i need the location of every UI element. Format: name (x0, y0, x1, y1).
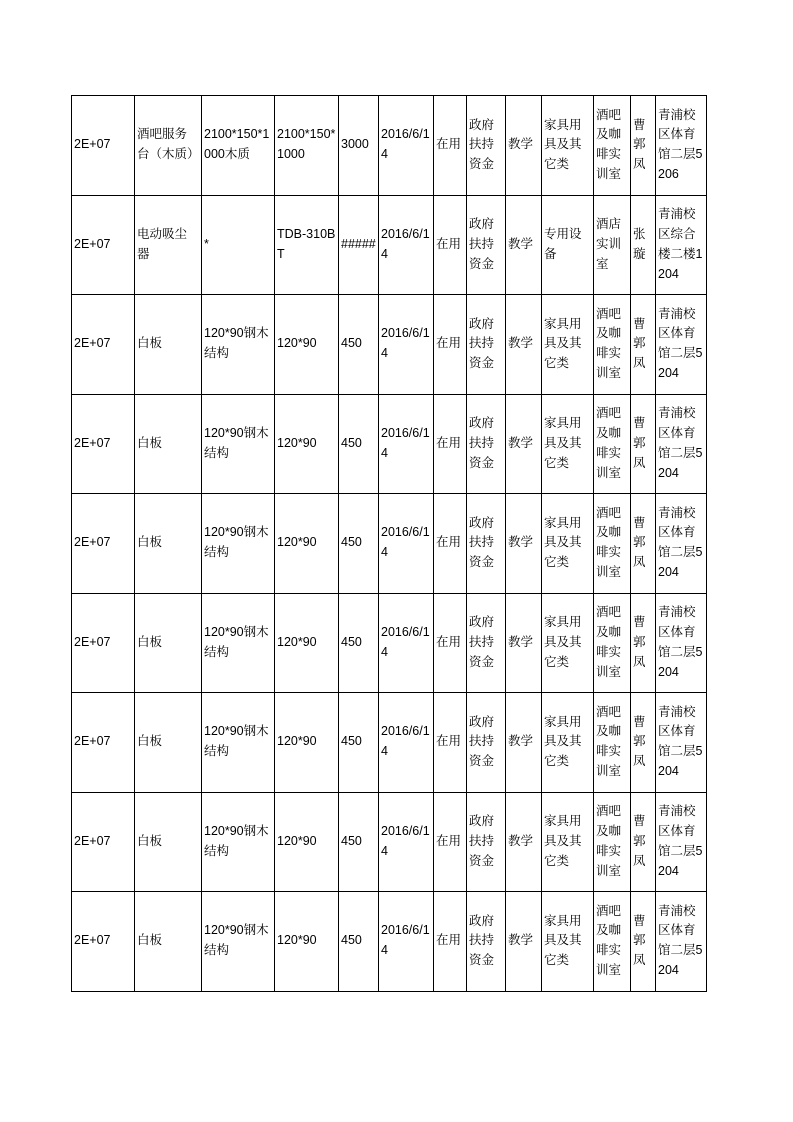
cell-location: 青浦校区体育馆二层5204 (656, 792, 707, 892)
cell-location: 青浦校区体育馆二层5204 (656, 295, 707, 395)
cell-model: 120*90钢木结构 (202, 494, 275, 594)
table-row (72, 792, 707, 892)
cell-funding-source: 政府扶持资金 (467, 892, 506, 992)
cell-funding-source: 政府扶持资金 (467, 693, 506, 793)
cell-department: 酒吧及咖啡实训室 (594, 892, 631, 992)
cell-usage: 教学 (506, 494, 542, 594)
cell-location: 青浦校区体育馆二层5204 (656, 394, 707, 494)
cell-department: 酒吧及咖啡实训室 (594, 494, 631, 594)
table-row (72, 892, 707, 992)
cell-usage: 教学 (506, 892, 542, 992)
cell-funding-source: 政府扶持资金 (467, 394, 506, 494)
cell-location: 青浦校区体育馆二层5206 (656, 96, 707, 196)
cell-spec: 120*90 (275, 394, 339, 494)
cell-department: 酒店实训室 (594, 195, 631, 295)
table-row (72, 96, 707, 196)
cell-asset-code: 2E+07 (72, 693, 135, 793)
cell-custodian: 曹郭凤 (631, 693, 656, 793)
cell-category: 家具用具及其它类 (542, 792, 594, 892)
cell-spec: 120*90 (275, 295, 339, 395)
cell-status: 在用 (434, 295, 467, 395)
cell-spec: 120*90 (275, 892, 339, 992)
cell-asset-code: 2E+07 (72, 892, 135, 992)
cell-date: 2016/6/14 (379, 892, 434, 992)
table-row (72, 593, 707, 693)
cell-category: 家具用具及其它类 (542, 593, 594, 693)
cell-status: 在用 (434, 96, 467, 196)
cell-category: 家具用具及其它类 (542, 494, 594, 594)
cell-model: 120*90钢木结构 (202, 693, 275, 793)
cell-price: 450 (339, 494, 379, 594)
cell-asset-name: 白板 (135, 892, 202, 992)
cell-funding-source: 政府扶持资金 (467, 593, 506, 693)
cell-custodian: 张璇 (631, 195, 656, 295)
asset-table (71, 95, 707, 992)
cell-usage: 教学 (506, 394, 542, 494)
cell-department: 酒吧及咖啡实训室 (594, 593, 631, 693)
cell-asset-name: 白板 (135, 593, 202, 693)
cell-spec: 120*90 (275, 792, 339, 892)
cell-funding-source: 政府扶持资金 (467, 494, 506, 594)
cell-funding-source: 政府扶持资金 (467, 96, 506, 196)
cell-custodian: 曹郭凤 (631, 394, 656, 494)
cell-location: 青浦校区体育馆二层5204 (656, 494, 707, 594)
cell-date: 2016/6/14 (379, 693, 434, 793)
cell-price: ##### (339, 195, 379, 295)
cell-price: 3000 (339, 96, 379, 196)
cell-price: 450 (339, 295, 379, 395)
cell-status: 在用 (434, 494, 467, 594)
cell-price: 450 (339, 693, 379, 793)
cell-model: 120*90钢木结构 (202, 295, 275, 395)
cell-asset-code: 2E+07 (72, 593, 135, 693)
cell-asset-code: 2E+07 (72, 494, 135, 594)
cell-funding-source: 政府扶持资金 (467, 195, 506, 295)
cell-price: 450 (339, 593, 379, 693)
cell-asset-name: 白板 (135, 693, 202, 793)
cell-status: 在用 (434, 593, 467, 693)
cell-model: 120*90钢木结构 (202, 593, 275, 693)
cell-status: 在用 (434, 195, 467, 295)
cell-department: 酒吧及咖啡实训室 (594, 394, 631, 494)
cell-date: 2016/6/14 (379, 96, 434, 196)
cell-asset-code: 2E+07 (72, 792, 135, 892)
cell-asset-code: 2E+07 (72, 394, 135, 494)
cell-custodian: 曹郭凤 (631, 892, 656, 992)
cell-department: 酒吧及咖啡实训室 (594, 96, 631, 196)
cell-funding-source: 政府扶持资金 (467, 295, 506, 395)
table-row (72, 494, 707, 594)
cell-usage: 教学 (506, 96, 542, 196)
cell-date: 2016/6/14 (379, 394, 434, 494)
cell-model: 120*90钢木结构 (202, 792, 275, 892)
cell-location: 青浦校区综合楼二楼1204 (656, 195, 707, 295)
cell-category: 家具用具及其它类 (542, 295, 594, 395)
cell-category: 家具用具及其它类 (542, 693, 594, 793)
cell-asset-name: 酒吧服务台（木质） (135, 96, 202, 196)
cell-department: 酒吧及咖啡实训室 (594, 295, 631, 395)
cell-usage: 教学 (506, 693, 542, 793)
cell-price: 450 (339, 792, 379, 892)
cell-custodian: 曹郭凤 (631, 494, 656, 594)
cell-location: 青浦校区体育馆二层5204 (656, 593, 707, 693)
cell-usage: 教学 (506, 195, 542, 295)
table-row (72, 394, 707, 494)
cell-department: 酒吧及咖啡实训室 (594, 693, 631, 793)
cell-spec: 120*90 (275, 593, 339, 693)
cell-date: 2016/6/14 (379, 195, 434, 295)
cell-model: * (202, 195, 275, 295)
cell-asset-name: 电动吸尘器 (135, 195, 202, 295)
cell-custodian: 曹郭凤 (631, 593, 656, 693)
cell-date: 2016/6/14 (379, 593, 434, 693)
cell-asset-name: 白板 (135, 295, 202, 395)
cell-spec: 2100*150*1000 (275, 96, 339, 196)
cell-custodian: 曹郭凤 (631, 295, 656, 395)
cell-location: 青浦校区体育馆二层5204 (656, 892, 707, 992)
cell-custodian: 曹郭凤 (631, 792, 656, 892)
cell-status: 在用 (434, 892, 467, 992)
cell-location: 青浦校区体育馆二层5204 (656, 693, 707, 793)
cell-asset-name: 白板 (135, 792, 202, 892)
cell-category: 家具用具及其它类 (542, 394, 594, 494)
cell-funding-source: 政府扶持资金 (467, 792, 506, 892)
cell-category: 家具用具及其它类 (542, 96, 594, 196)
cell-asset-name: 白板 (135, 494, 202, 594)
cell-asset-code: 2E+07 (72, 96, 135, 196)
cell-spec: TDB-310BT (275, 195, 339, 295)
cell-model: 120*90钢木结构 (202, 394, 275, 494)
cell-price: 450 (339, 892, 379, 992)
cell-category: 专用设备 (542, 195, 594, 295)
cell-status: 在用 (434, 792, 467, 892)
cell-model: 120*90钢木结构 (202, 892, 275, 992)
cell-spec: 120*90 (275, 693, 339, 793)
cell-model: 2100*150*1000木质 (202, 96, 275, 196)
cell-asset-code: 2E+07 (72, 295, 135, 395)
cell-spec: 120*90 (275, 494, 339, 594)
cell-category: 家具用具及其它类 (542, 892, 594, 992)
cell-department: 酒吧及咖啡实训室 (594, 792, 631, 892)
cell-price: 450 (339, 394, 379, 494)
cell-asset-code: 2E+07 (72, 195, 135, 295)
cell-date: 2016/6/14 (379, 792, 434, 892)
cell-custodian: 曹郭凤 (631, 96, 656, 196)
table-row (72, 693, 707, 793)
cell-asset-name: 白板 (135, 394, 202, 494)
cell-status: 在用 (434, 394, 467, 494)
cell-status: 在用 (434, 693, 467, 793)
cell-usage: 教学 (506, 593, 542, 693)
cell-usage: 教学 (506, 295, 542, 395)
table-row (72, 295, 707, 395)
cell-date: 2016/6/14 (379, 494, 434, 594)
cell-date: 2016/6/14 (379, 295, 434, 395)
table-row (72, 195, 707, 295)
cell-usage: 教学 (506, 792, 542, 892)
